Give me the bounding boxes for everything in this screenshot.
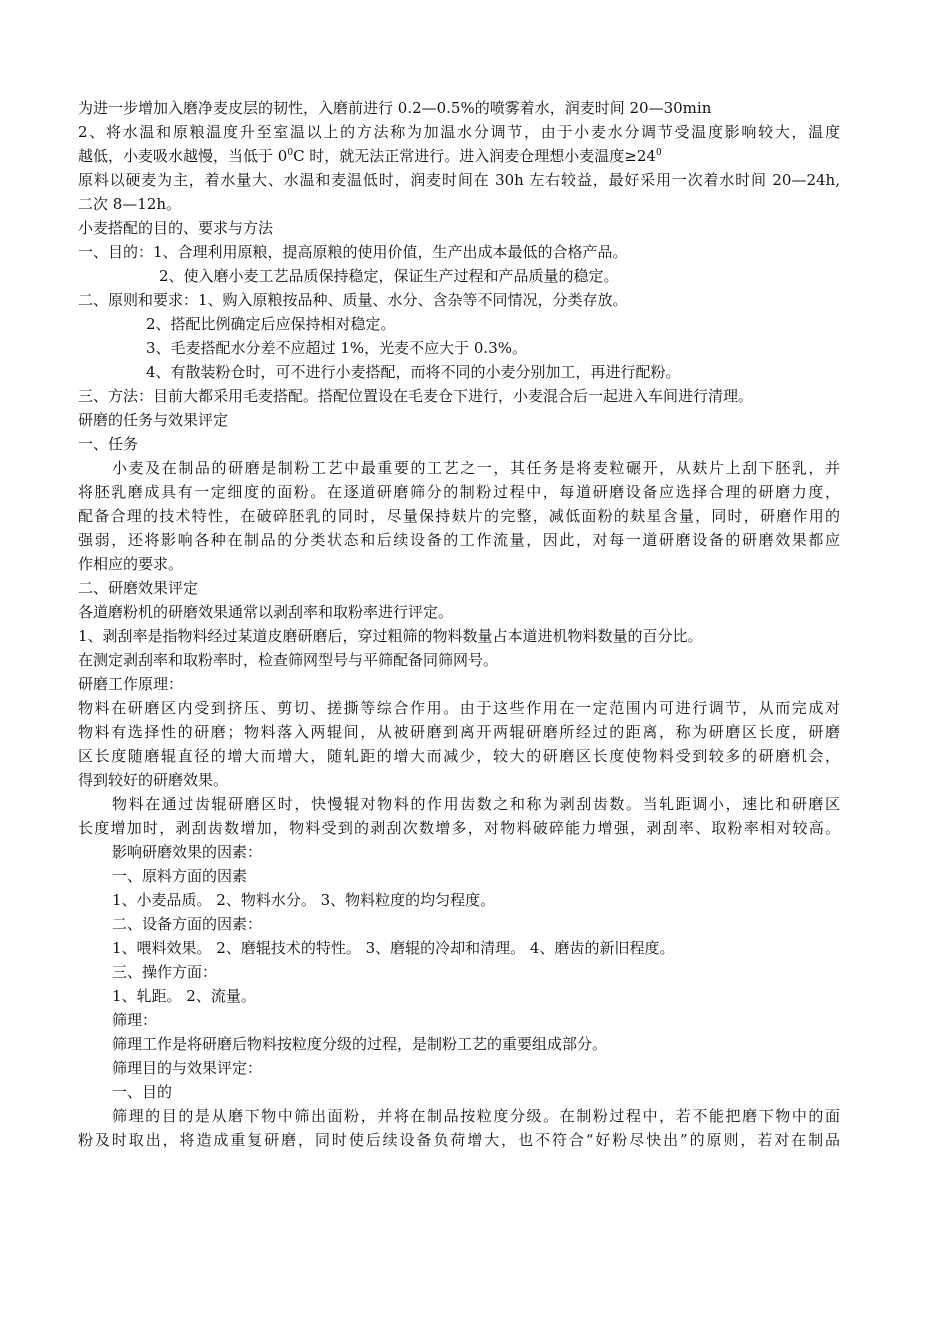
text-line: 粉及时取出，将造成重复研磨，同时使后续设备负荷增大，也不符合“好粉尽快出”的原则，若对在制品 [78, 1131, 840, 1149]
text-line: 得到较好的研磨效果。 [78, 771, 229, 789]
text-line: 长度增加时，剥刮齿数增加，物料受到的剥刮次数增多，对物料破碎能力增强，剥刮率、取粉率相对较高。 [78, 819, 840, 837]
text-line: 影响研磨效果的因素： [112, 843, 263, 861]
text-line: 2、使入磨小麦工艺品质保持稳定，保证生产过程和产品质量的稳定。 [159, 267, 619, 285]
text-line: 一、任务 [78, 435, 139, 453]
text-line: 2、将水温和原粮温度升至室温以上的方法称为加温水分调节，由于小麦水分调节受温度影响较大，温度 [78, 123, 840, 141]
text-line: 三、操作方面： [112, 963, 218, 981]
text-line: 1、喂料效果。 2、磨辊技术的特性。 3、磨辊的冷却和清理。 4、磨齿的新旧程度。 [112, 939, 675, 957]
text-line: 原料以硬麦为主，着水量大、水温和麦温低时，润麦时间在 30h 左右较益，最好采用一次着水时间 20—24h, [78, 171, 840, 189]
text-line: 二、原则和要求：1、购入原粮按品种、质量、水分、含杂等不同情况，分类存放。 [78, 291, 628, 309]
text-line: 4、有散装粉仓时，可不进行小麦搭配，而将不同的小麦分别加工，再进行配粉。 [146, 363, 681, 381]
text-line: 一、原料方面的因素 [112, 867, 248, 885]
text-line: 筛理目的与效果评定： [112, 1059, 263, 1077]
text-line: 2、搭配比例确定后应保持相对稳定。 [146, 315, 396, 333]
text-line: 物料有选择性的研磨；物料落入两辊间，从被研磨到离开两辊研磨所经过的距离，称为研磨区长度，研磨 [78, 723, 840, 741]
text-line: 作相应的要求。 [78, 555, 184, 573]
text-line: 为进一步增加入磨净麦皮层的韧性，入磨前进行 0.2—0.5%的喷雾着水，润麦时间 20—30min [78, 99, 712, 117]
text-line: 二、研磨效果评定 [78, 579, 199, 597]
text-line: 三、方法：目前大都采用毛麦搭配。搭配位置设在毛麦仓下进行，小麦混合后一起进入车间进行清理。 [78, 387, 754, 405]
section-heading: 小麦搭配的目的、要求与方法 [78, 219, 274, 237]
text-line: 1、剥刮率是指物料经过某道皮磨研磨后，穿过粗筛的物料数量占本道进机物料数量的百分比。 [78, 627, 703, 645]
text-line: 物料在研磨区内受到挤压、剪切、搓撕等综合作用。由于这些作用在一定范围内可进行调节，从而完成对 [78, 699, 840, 717]
text-line: 筛理工作是将研磨后物料按粒度分级的过程，是制粉工艺的重要组成部分。 [112, 1035, 608, 1053]
text-line: 1、小麦品质。 2、物料水分。 3、物料粒度的均匀程度。 [112, 891, 496, 909]
text-line: 各道磨粉机的研磨效果通常以剥刮率和取粉率进行评定。 [78, 603, 454, 621]
text-line: 物料在通过齿辊研磨区时，快慢辊对物料的作用齿数之和称为剥刮齿数。当轧距调小，速比和研磨区 [112, 795, 840, 813]
text-line: 配备合理的技术特性，在破碎胚乳的同时，尽量保持麸片的完整，减低面粉的麸星含量，同时，研磨作用的 [78, 507, 840, 525]
text-line: 小麦及在制品的研磨是制粉工艺中最重要的工艺之一，其任务是将麦粒碾开，从麸片上刮下胚乳，并 [112, 459, 840, 477]
section-heading: 研磨的任务与效果评定 [78, 411, 229, 429]
text-line: 越低，小麦吸水越慢，当低于 $0^0C$ 时，就无法正常进行。进入润麦仓理想小麦温度$\ge 24^0$ [78, 147, 662, 165]
text-line: 二、设备方面的因素： [112, 915, 263, 933]
text-line: 3、毛麦搭配水分差不应超过 1%，光麦不应大于 0.3%。 [146, 339, 527, 357]
section-heading: 筛理： [112, 1011, 158, 1029]
section-heading: 研磨工作原理： [78, 675, 184, 693]
text-line: 强弱，还将影响各种在制品的分类状态和后续设备的工作流量，因此，对每一道研磨设备的研磨效果都应 [78, 531, 840, 549]
text-line: 在测定剥刮率和取粉率时，检查筛网型号与平筛配备同筛网号。 [78, 651, 499, 669]
text-line: 二次 8—12h。 [78, 195, 182, 213]
text-line: 区长度随磨辊直径的增大而增大，随轧距的增大而减少，较大的研磨区长度使物料受到较多的研磨机会， [78, 747, 840, 765]
text-line: 1、轧距。 2、流量。 [112, 987, 256, 1005]
superscript: 0 [655, 148, 662, 158]
text-line: 一、目的：1、合理利用原粮，提高原粮的使用价值，生产出成本最低的合格产品。 [78, 243, 628, 261]
text-line: 将胚乳磨成具有一定细度的面粉。在逐道研磨筛分的制粉过程中，每道研磨设备应选择合理的研磨力度， [78, 483, 840, 501]
superscript: 0 [287, 148, 294, 158]
text-line: 筛理的目的是从磨下物中筛出面粉，并将在制品按粒度分级。在制粉过程中，若不能把磨下物中的面 [112, 1107, 840, 1125]
text-line: 一、目的 [112, 1083, 173, 1101]
